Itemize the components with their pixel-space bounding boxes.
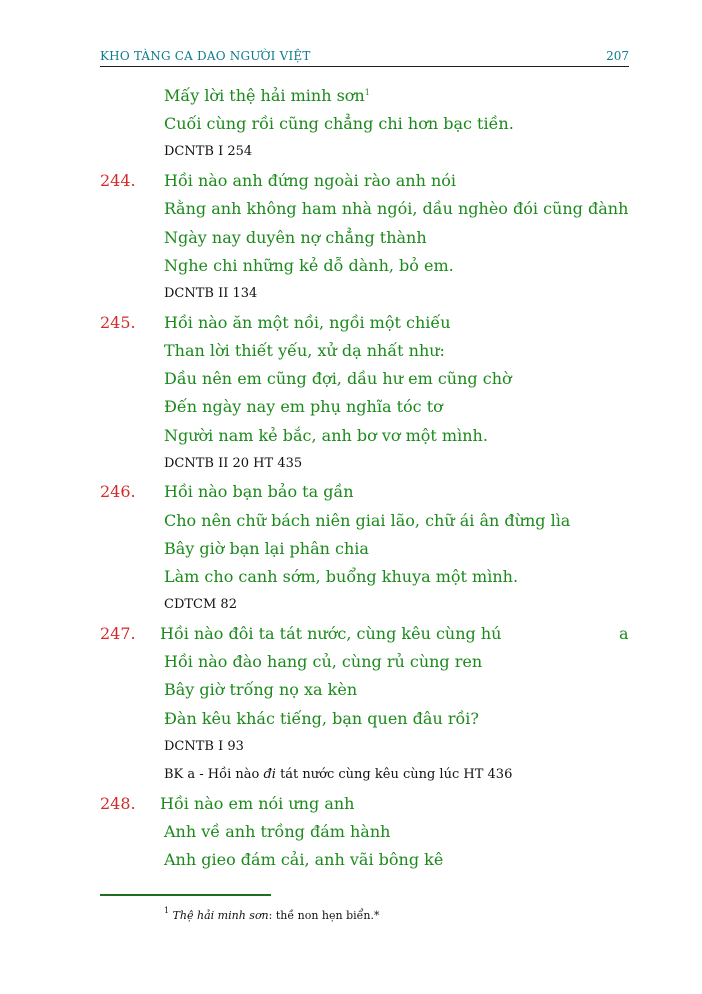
source-citation: DCNTB I 254	[164, 144, 253, 159]
poem-line: Mấy lời thệ hải minh sơn$^1$	[164, 86, 370, 105]
page-number: 207	[606, 49, 629, 63]
poem-line: Hồi nào anh đứng ngoài rào anh nói	[164, 171, 457, 190]
entry-number: 246.	[100, 482, 136, 501]
poem-line: Rằng anh không ham nhà ngói, dầu nghèo đói cũng đành	[164, 199, 629, 218]
footnote-divider	[100, 894, 271, 896]
poem-line: Hồi nào đôi ta tát nước, cùng kêu cùng hú	[160, 624, 502, 643]
running-header	[100, 48, 629, 67]
poem-line: Cho nên chữ bách niên giai lão, chữ ái ân đừng lìa	[164, 511, 571, 530]
entry-number: 245.	[100, 313, 136, 332]
source-citation: DCNTB II 134	[164, 286, 258, 301]
poem-line: Ngày nay duyên nợ chẳng thành	[164, 228, 427, 247]
variant-note: BK a - Hồi nào đi tát nước cùng kêu cùng lúc HT 436	[164, 767, 513, 782]
entry-number: 248.	[100, 794, 136, 813]
source-citation: DCNTB I 93	[164, 739, 244, 754]
entry-number: 247.	[100, 624, 136, 643]
poem-line: Làm cho canh sớm, buổng khuya một mình.	[164, 567, 519, 586]
variant-mark: a	[619, 624, 629, 643]
poem-line: Anh gieo đám cải, anh vãi bông kê	[164, 850, 444, 869]
poem-line: Hồi nào em nói ưng anh	[160, 794, 355, 813]
poem-line: Đến ngày nay em phụ nghĩa tóc tơ	[164, 397, 443, 416]
footnote-definition: : thề non hẹn biển.*	[268, 909, 380, 922]
book-title: KHO TÀNG CA DAO NGƯỜI VIỆT	[100, 49, 311, 63]
poem-line: Dầu nên em cũng đợi, dầu hư em cũng chờ	[164, 369, 512, 388]
poem-line: Than lời thiết yếu, xử dạ nhất như:	[164, 341, 445, 360]
entry-number: 244.	[100, 171, 136, 190]
poem-line: Bây giờ bạn lại phân chia	[164, 539, 369, 558]
poem-line: Đàn kêu khác tiếng, bạn quen đâu rồi?	[164, 709, 479, 728]
footnote-ref: 1	[364, 88, 370, 97]
footnote-marker: 1	[164, 906, 170, 915]
poem-line: Hồi nào đào hang củ, cùng rủ cùng ren	[164, 652, 483, 671]
poem-line: Hồi nào bạn bảo ta gần	[164, 482, 354, 501]
poem-line: Người nam kẻ bắc, anh bơ vơ một mình.	[164, 426, 488, 445]
source-citation: CDTCM 82	[164, 597, 237, 612]
poem-line: Hồi nào ăn một nồi, ngồi một chiếu	[164, 313, 451, 332]
footnote-term: Thệ hải minh sơn	[172, 909, 269, 922]
poem-line: Cuối cùng rồi cũng chẳng chi hơn bạc tiền.	[164, 114, 514, 133]
footnote	[164, 906, 380, 922]
source-citation: DCNTB II 20 HT 435	[164, 456, 303, 471]
poem-line: Anh về anh trồng đám hành	[164, 822, 391, 841]
poem-line: Bây giờ trống nọ xa kèn	[164, 680, 358, 699]
poem-line: Nghe chi những kẻ dỗ dành, bỏ em.	[164, 256, 454, 275]
